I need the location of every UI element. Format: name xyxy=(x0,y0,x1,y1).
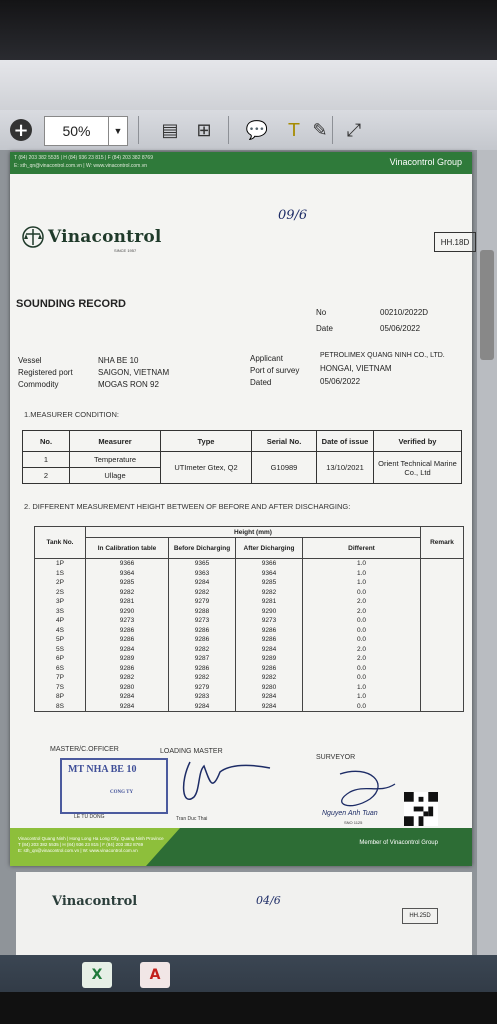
cell-before: 9273 xyxy=(169,616,236,626)
cell-cal: 9282 xyxy=(86,673,169,683)
cell-diff: 0.0 xyxy=(303,673,421,683)
measurer-table xyxy=(22,430,462,484)
table-row xyxy=(35,692,464,702)
cell-remark xyxy=(421,692,464,702)
table-row xyxy=(35,588,464,598)
port-of-survey-label: Port of survey xyxy=(250,366,300,375)
page2-logo: Vinacontrol xyxy=(52,894,138,909)
cell-before: 9365 xyxy=(169,559,236,569)
table-row xyxy=(35,578,464,588)
cell-after: 9364 xyxy=(236,569,303,579)
table-row xyxy=(35,654,464,664)
dated-label: Dated xyxy=(250,378,272,387)
cell-remark xyxy=(421,607,464,617)
cell-before: 9279 xyxy=(169,683,236,693)
col-height: Height (mm) xyxy=(86,527,421,538)
chevron-down-icon[interactable]: ▼ xyxy=(108,117,127,145)
cell-cal: 9281 xyxy=(86,597,169,607)
cell-remark xyxy=(421,626,464,636)
page2-signature: 04/6 xyxy=(256,894,281,907)
scrollbar-thumb[interactable] xyxy=(480,250,494,360)
header-brand: Vinacontrol Group xyxy=(389,157,462,167)
stamp-text: MT NHA BE 10 xyxy=(68,764,137,775)
surveyor-signature xyxy=(310,764,400,814)
cell-cal: 9273 xyxy=(86,616,169,626)
cell-tank: 3P xyxy=(35,597,86,607)
pen-icon[interactable]: ✎ xyxy=(312,119,328,141)
table-row xyxy=(35,664,464,674)
cell-tank: 4P xyxy=(35,616,86,626)
header-contact-line2: E: sth_qn@vinacontrol.com.vn | W: www.vinacontrol.com.vn xyxy=(14,163,148,169)
zoom-select[interactable] xyxy=(44,116,128,146)
commodity-value: MOGAS RON 92 xyxy=(98,380,159,389)
cell-remark xyxy=(421,597,464,607)
table-row xyxy=(35,683,464,693)
footer-line1: Vinacontrol Quang Ninh | Hong Long Ha Long City, Quang Ninh Province xyxy=(18,836,164,841)
table-row xyxy=(35,597,464,607)
col-verified-by: Verified by xyxy=(374,431,462,452)
toolbar-separator xyxy=(138,116,139,144)
zoom-value: 50% xyxy=(62,123,91,139)
stamp-bottom: LE TU DONG xyxy=(74,814,105,820)
cell-after: 9290 xyxy=(236,607,303,617)
cell-after: 9284 xyxy=(236,702,303,712)
table-row xyxy=(35,607,464,617)
col-remark: Remark xyxy=(421,527,464,559)
footer-line3: E: sth_qn@vinacontrol.com.vn | W: www.vinacontrol.com.vn xyxy=(18,848,138,853)
col-type: Type xyxy=(161,431,252,452)
cell-before: 9279 xyxy=(169,597,236,607)
qr-code-icon xyxy=(404,792,438,826)
footer-member: Member of Vinacontrol Group xyxy=(359,840,438,846)
vessel-label: Vessel xyxy=(18,356,42,365)
cell-diff: 2.0 xyxy=(303,645,421,655)
cell-diff: 0.0 xyxy=(303,616,421,626)
cell-measurer: Temperature xyxy=(70,452,161,468)
cell-remark xyxy=(421,635,464,645)
excel-icon[interactable]: X xyxy=(82,962,112,988)
cell-remark xyxy=(421,588,464,598)
cell-diff: 1.0 xyxy=(303,559,421,569)
cell-diff: 0.0 xyxy=(303,626,421,636)
pdf-icon[interactable]: A xyxy=(140,962,170,988)
cell-tank: 1S xyxy=(35,569,86,579)
cell-remark xyxy=(421,664,464,674)
window-menubar xyxy=(0,60,497,110)
loading-master-signature xyxy=(170,752,280,812)
master-label: MASTER/C.OFFICER xyxy=(50,746,119,753)
cell-tank: 8S xyxy=(35,702,86,712)
cell-date: 13/10/2021 xyxy=(317,452,374,484)
surveyor-sub: SNO 1125 xyxy=(344,820,363,825)
col-serial: Serial No. xyxy=(252,431,317,452)
cell-type: UTImeter Gtex, Q2 xyxy=(161,452,252,484)
cell-before: 9282 xyxy=(169,645,236,655)
cell-after: 9289 xyxy=(236,654,303,664)
expand-icon[interactable]: ⤢ xyxy=(346,119,362,141)
cell-diff: 0.0 xyxy=(303,664,421,674)
cell-cal: 9290 xyxy=(86,607,169,617)
cell-tank: 1P xyxy=(35,559,86,569)
cell-remark xyxy=(421,578,464,588)
header-contact-line1: T (84) 203 382 5535 | H (84) 936 23 815 | F (84) 203 382 8769 xyxy=(14,155,153,161)
cell-tank: 6S xyxy=(35,664,86,674)
cell-after: 9280 xyxy=(236,683,303,693)
cell-cal: 9286 xyxy=(86,664,169,674)
cell-tank: 2P xyxy=(35,578,86,588)
cell-before: 9286 xyxy=(169,626,236,636)
registered-port-label: Registered port xyxy=(18,368,73,377)
cell-serial: G10989 xyxy=(252,452,317,484)
cell-before: 9282 xyxy=(169,588,236,598)
cell-cal: 9284 xyxy=(86,702,169,712)
dated-value: 05/06/2022 xyxy=(320,377,361,386)
cell-remark xyxy=(421,616,464,626)
zoom-in-button[interactable] xyxy=(6,116,36,144)
cell-before: 9282 xyxy=(169,673,236,683)
cell-remark xyxy=(421,673,464,683)
table-row xyxy=(35,616,464,626)
table-row xyxy=(35,702,464,712)
col-no: No. xyxy=(23,431,70,452)
toolbar-separator xyxy=(228,116,229,144)
section-height-difference: 2. DIFFERENT MEASUREMENT HEIGHT BETWEEN OF BEFORE AND AFTER DISCHARGING: xyxy=(24,502,351,511)
cell-tank: 3S xyxy=(35,607,86,617)
commodity-label: Commodity xyxy=(18,380,59,389)
port-of-survey-value: HONGAI, VIETNAM xyxy=(320,364,392,373)
table-row xyxy=(35,626,464,636)
cell-tank: 8P xyxy=(35,692,86,702)
table-row xyxy=(35,569,464,579)
cell-cal: 9284 xyxy=(86,645,169,655)
footer-text xyxy=(18,836,164,854)
cell-before: 9287 xyxy=(169,654,236,664)
cell-cal: 9366 xyxy=(86,559,169,569)
stamp-sub: CONG TY xyxy=(110,790,134,795)
applicant-value: PETROLIMEX QUANG NINH CO., LTD. xyxy=(320,352,445,359)
table-row xyxy=(23,452,462,468)
height-table xyxy=(34,526,464,712)
scales-logo-icon xyxy=(22,226,44,248)
cell-diff: 0.0 xyxy=(303,702,421,712)
cell-diff: 1.0 xyxy=(303,578,421,588)
toolbar-separator xyxy=(332,116,333,144)
cell-no: 1 xyxy=(23,452,70,468)
cell-before: 9284 xyxy=(169,578,236,588)
monitor-top-bezel xyxy=(0,0,497,60)
header-strip xyxy=(10,152,472,174)
cell-after: 9282 xyxy=(236,673,303,683)
cell-remark xyxy=(421,683,464,693)
cell-tank: 2S xyxy=(35,588,86,598)
cell-after: 9284 xyxy=(236,645,303,655)
cell-after: 9286 xyxy=(236,664,303,674)
pdf-page xyxy=(10,152,472,866)
no-value: 00210/2022D xyxy=(380,308,429,317)
logo-since: SINCE 1957 xyxy=(114,248,137,253)
top-initial-signature: 09/6 xyxy=(278,208,308,223)
cell-cal: 9286 xyxy=(86,635,169,645)
comment-icon[interactable]: 💬 xyxy=(245,119,269,141)
no-label: No xyxy=(316,308,327,317)
cell-tank: 5P xyxy=(35,635,86,645)
cell-diff: 1.0 xyxy=(303,692,421,702)
pdf-page-2 xyxy=(16,872,472,956)
cell-before: 9286 xyxy=(169,664,236,674)
cell-before: 9363 xyxy=(169,569,236,579)
cell-after: 9286 xyxy=(236,626,303,636)
cell-diff: 1.0 xyxy=(303,569,421,579)
cell-cal: 9364 xyxy=(86,569,169,579)
table-row xyxy=(35,559,464,569)
table-row xyxy=(35,635,464,645)
highlight-text-icon[interactable]: T xyxy=(288,119,300,141)
col-calibration: In Calibration table xyxy=(86,538,169,559)
cell-measurer: Ullage xyxy=(70,468,161,484)
date-label: Date xyxy=(316,324,333,333)
cell-cal: 9286 xyxy=(86,626,169,636)
surveyor-label: SURVEYOR xyxy=(316,754,356,761)
fit-page-icon[interactable]: ⊞ xyxy=(196,119,212,141)
cell-diff: 0.0 xyxy=(303,635,421,645)
cell-remark xyxy=(421,559,464,569)
vessel-stamp xyxy=(60,758,168,814)
cell-after: 9284 xyxy=(236,692,303,702)
cell-tank: 4S xyxy=(35,626,86,636)
col-date-of-issue: Date of issue xyxy=(317,431,374,452)
surveyor-name: Nguyen Anh Tuan xyxy=(322,810,378,817)
cell-remark xyxy=(421,702,464,712)
cell-after: 9285 xyxy=(236,578,303,588)
cell-cal: 9284 xyxy=(86,692,169,702)
cell-after: 9273 xyxy=(236,616,303,626)
cell-diff: 0.0 xyxy=(303,588,421,598)
footer-strip xyxy=(10,828,472,866)
plus-circle-icon: + xyxy=(10,119,32,141)
cell-tank: 6P xyxy=(35,654,86,664)
cell-before: 9284 xyxy=(169,702,236,712)
form-code: HH.18D xyxy=(434,232,476,252)
col-after: After Dicharging xyxy=(236,538,303,559)
col-different: Different xyxy=(303,538,421,559)
cell-cal: 9289 xyxy=(86,654,169,664)
cell-diff: 2.0 xyxy=(303,597,421,607)
page-title: SOUNDING RECORD xyxy=(16,298,127,310)
loading-master-label: LOADING MASTER xyxy=(160,748,223,755)
applicant-label: Applicant xyxy=(250,354,283,363)
loading-master-name: Tran Duc Thai xyxy=(176,816,208,822)
cell-after: 9286 xyxy=(236,635,303,645)
cell-cal: 9282 xyxy=(86,588,169,598)
table-row xyxy=(35,645,464,655)
cell-no: 2 xyxy=(23,468,70,484)
section-measurer-condition: 1.MEASURER CONDITION: xyxy=(24,410,120,419)
cell-verified: Orient Technical Marine Co., Ltd xyxy=(374,452,462,484)
date-value: 05/06/2022 xyxy=(380,324,421,333)
cell-cal: 9280 xyxy=(86,683,169,693)
cell-diff: 1.0 xyxy=(303,683,421,693)
monitor-bottom-bezel xyxy=(0,992,497,1024)
cell-diff: 2.0 xyxy=(303,654,421,664)
col-tank: Tank No. xyxy=(35,527,86,559)
cell-after: 9281 xyxy=(236,597,303,607)
vinacontrol-logo xyxy=(22,226,162,253)
registered-port-value: SAIGON, VIETNAM xyxy=(98,368,170,377)
save-icon[interactable]: ▤ xyxy=(161,119,179,141)
table-row xyxy=(35,673,464,683)
col-before: Before Dicharging xyxy=(169,538,236,559)
logo-wordmark: Vinacontrol xyxy=(48,227,162,247)
cell-after: 9366 xyxy=(236,559,303,569)
cell-cal: 9285 xyxy=(86,578,169,588)
cell-diff: 2.0 xyxy=(303,607,421,617)
cell-remark xyxy=(421,654,464,664)
cell-tank: 5S xyxy=(35,645,86,655)
page2-form-code: HH.25D xyxy=(402,908,438,924)
cell-before: 9286 xyxy=(169,635,236,645)
cell-tank: 7P xyxy=(35,673,86,683)
col-measurer: Measurer xyxy=(70,431,161,452)
cell-remark xyxy=(421,645,464,655)
footer-line2: T (84) 203 382 5535 | H (84) 936 23 815 | F (84) 203 382 8769 xyxy=(18,842,144,847)
cell-tank: 7S xyxy=(35,683,86,693)
cell-remark xyxy=(421,569,464,579)
cell-before: 9283 xyxy=(169,692,236,702)
cell-after: 9282 xyxy=(236,588,303,598)
cell-before: 9288 xyxy=(169,607,236,617)
vessel-value: NHA BE 10 xyxy=(98,356,139,365)
